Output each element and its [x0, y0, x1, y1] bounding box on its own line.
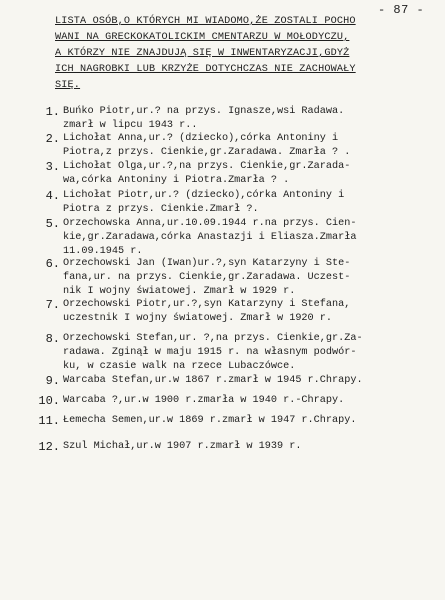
item-number: 7 . [22, 298, 60, 312]
item-number: 4 . [22, 189, 60, 203]
item-number: 12 . [22, 440, 60, 454]
item-text-line: kie,gr.Zaradawa,córka Anastazji i Eliasza.Zmarła [63, 232, 357, 243]
item-text-line: Lichołat Anna,ur.? (dziecko),córka Antoniny i [63, 133, 339, 144]
item-number: 5 . [22, 217, 60, 231]
item-text-line: Warcaba Stefan,ur.w 1867 r.zmarł w 1945 r.Chrapy. [63, 375, 363, 386]
header-line: SIĘ. [55, 80, 81, 91]
item-text-line: ku, w czasie walk na rzece Lubaczówce. [63, 361, 296, 372]
item-text-line: Orzechowska Anna,ur.10.09.1944 r.na przys. Cien- [63, 218, 357, 229]
item-number: 11 . [22, 414, 60, 428]
list-item [0, 440, 301, 454]
item-text-line: Piotra z przys. Cienkie.Zmarł ?. [63, 204, 259, 215]
list-item [0, 374, 363, 388]
item-text-line: 11.09.1945 r. [63, 246, 143, 257]
list-item [0, 257, 350, 299]
item-text-line: zmarł w lipcu 1943 r.. [63, 120, 198, 131]
item-number: 10 . [22, 394, 60, 408]
header-line: LISTA OSÓB,O KTÓRYCH MI WIADOMO,ŻE ZOSTALI POCHO [55, 16, 356, 27]
list-item [0, 160, 350, 188]
item-text-line: Orzechowski Piotr,ur.?,syn Katarzyny i Stefana, [63, 299, 351, 310]
item-text-line: Orzechowski Jan (Iwan)ur.?,syn Katarzyny i Ste- [63, 258, 351, 269]
item-number: 3 . [22, 160, 60, 174]
list-item [0, 189, 344, 217]
list-item [0, 394, 344, 408]
header-line: ICH NAGROBKI LUB KRZYŻE DOTYCHCZAS NIE ZACHOWAŁY [55, 64, 356, 75]
list-item [0, 132, 350, 160]
item-number: 6 . [22, 257, 60, 271]
item-text-line: radawa. Zginął w maju 1915 r. na własnym podwór- [63, 347, 357, 358]
item-number: 1 . [22, 105, 60, 119]
list-item [0, 414, 356, 428]
item-number: 8 . [22, 332, 60, 346]
list-item [0, 298, 350, 326]
item-number: 2 . [22, 132, 60, 146]
item-text-line: uczestnik I wojny światowej. Zmarł w 1920 r. [63, 313, 332, 324]
item-text-line: Piotra,z przys. Cienkie,gr.Zaradawa. Zmarła ? . [63, 147, 351, 158]
item-text-line: Buńko Piotr,ur.? na przys. Ignasze,wsi Radawa. [63, 106, 345, 117]
item-text-line: Orzechowski Stefan,ur. ?,na przys. Cienkie,gr.Za- [63, 333, 363, 344]
item-text-line: Łemecha Semen,ur.w 1869 r.zmarł w 1947 r.Chrapy. [63, 415, 357, 426]
item-text-line: Szul Michał,ur.w 1907 r.zmarł w 1939 r. [63, 441, 302, 452]
item-text-line: wa,córka Antoniny i Piotra.Zmarła ? . [63, 175, 290, 186]
page-number: - 87 - [378, 3, 425, 17]
list-item [0, 105, 344, 133]
item-text-line: nik I wojny światowej. Zmarł w 1929 r. [63, 286, 296, 297]
item-text-line: Lichołat Piotr,ur.? (dziecko),córka Antoniny i [63, 190, 345, 201]
item-number: 9 . [22, 374, 60, 388]
list-item [0, 217, 356, 259]
item-text-line: Warcaba ?,ur.w 1900 r.zmarła w 1940 r.-Chrapy. [63, 395, 345, 406]
header-line: A KTÓRZY NIE ZNAJDUJĄ SIĘ W INWENTARYZACJI,GDYŻ [55, 48, 350, 59]
list-header [55, 14, 425, 94]
header-line: WANI NA GRECKOKATOLICKIM CMENTARZU W MOŁODYCZU, [55, 32, 350, 43]
item-text-line: Lichołat Olga,ur.?,na przys. Cienkie,gr.Zarada- [63, 161, 351, 172]
item-text-line: fana,ur. na przys. Cienkie,gr.Zaradawa. Uczest- [63, 272, 351, 283]
list-item [0, 332, 363, 374]
